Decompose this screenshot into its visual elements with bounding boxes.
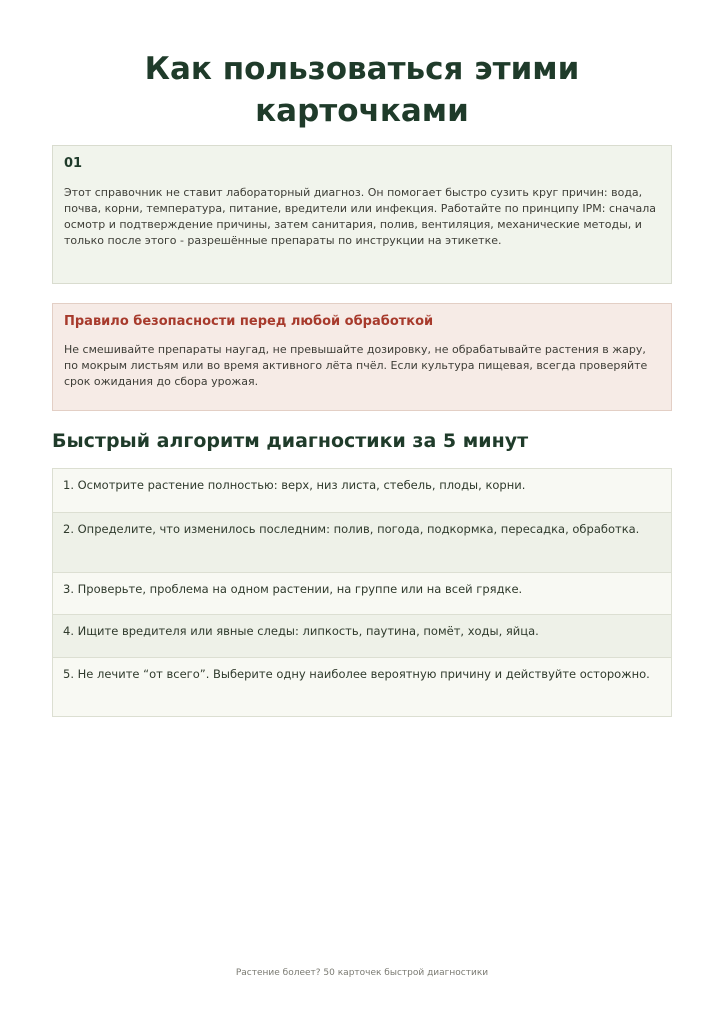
intro-card [52, 145, 672, 284]
algorithm-step-3: 3. Проверьте, проблема на одном растении, на группе или на всей грядке. [53, 572, 671, 614]
intro-text: Этот справочник не ставит лабораторный диагноз. Он помогает быстро сузить круг причин: вода, почва, корни, температура, питание, вредители или инфекция. Работайте по принципу IPM: сначала осмотр и подтверждение причины, затем санитария, полив, вентиляция, механические методы, и только после этого - разрешённые препараты по инструкции на этикетке. [64, 186, 656, 247]
card-number: 01 [64, 156, 83, 171]
page-title: Как пользоваться этими карточками [144, 51, 580, 129]
algorithm-step-4: 4. Ищите вредителя или явные следы: липкость, паутина, помёт, ходы, яйца. [53, 614, 671, 657]
safety-warning-card [52, 303, 672, 411]
algorithm-step-5: 5. Не лечите “от всего”. Выберите одну наиболее вероятную причину и действуйте осторожно. [53, 657, 671, 716]
algorithm-steps-list [52, 468, 672, 717]
safety-warning-text: Не смешивайте препараты наугад, не превышайте дозировку, не обрабатывайте растения в жару, по мокрым листьям или во время активного лёта пчёл. Если культура пищевая, всегда проверяйте срок ожидания до сбора урожая. [64, 343, 648, 388]
page-footer: Растение болеет? 50 карточек быстрой диагностики [235, 968, 489, 978]
algorithm-heading: Быстрый алгоритм диагностики за 5 минут [52, 430, 529, 452]
algorithm-step-1: 1. Осмотрите растение полностью: верх, низ листа, стебель, плоды, корни. [53, 469, 671, 512]
safety-warning-title: Правило безопасности перед любой обработкой [64, 314, 434, 329]
algorithm-step-2: 2. Определите, что изменилось последним: полив, погода, подкормка, пересадка, обработка. [53, 512, 671, 572]
